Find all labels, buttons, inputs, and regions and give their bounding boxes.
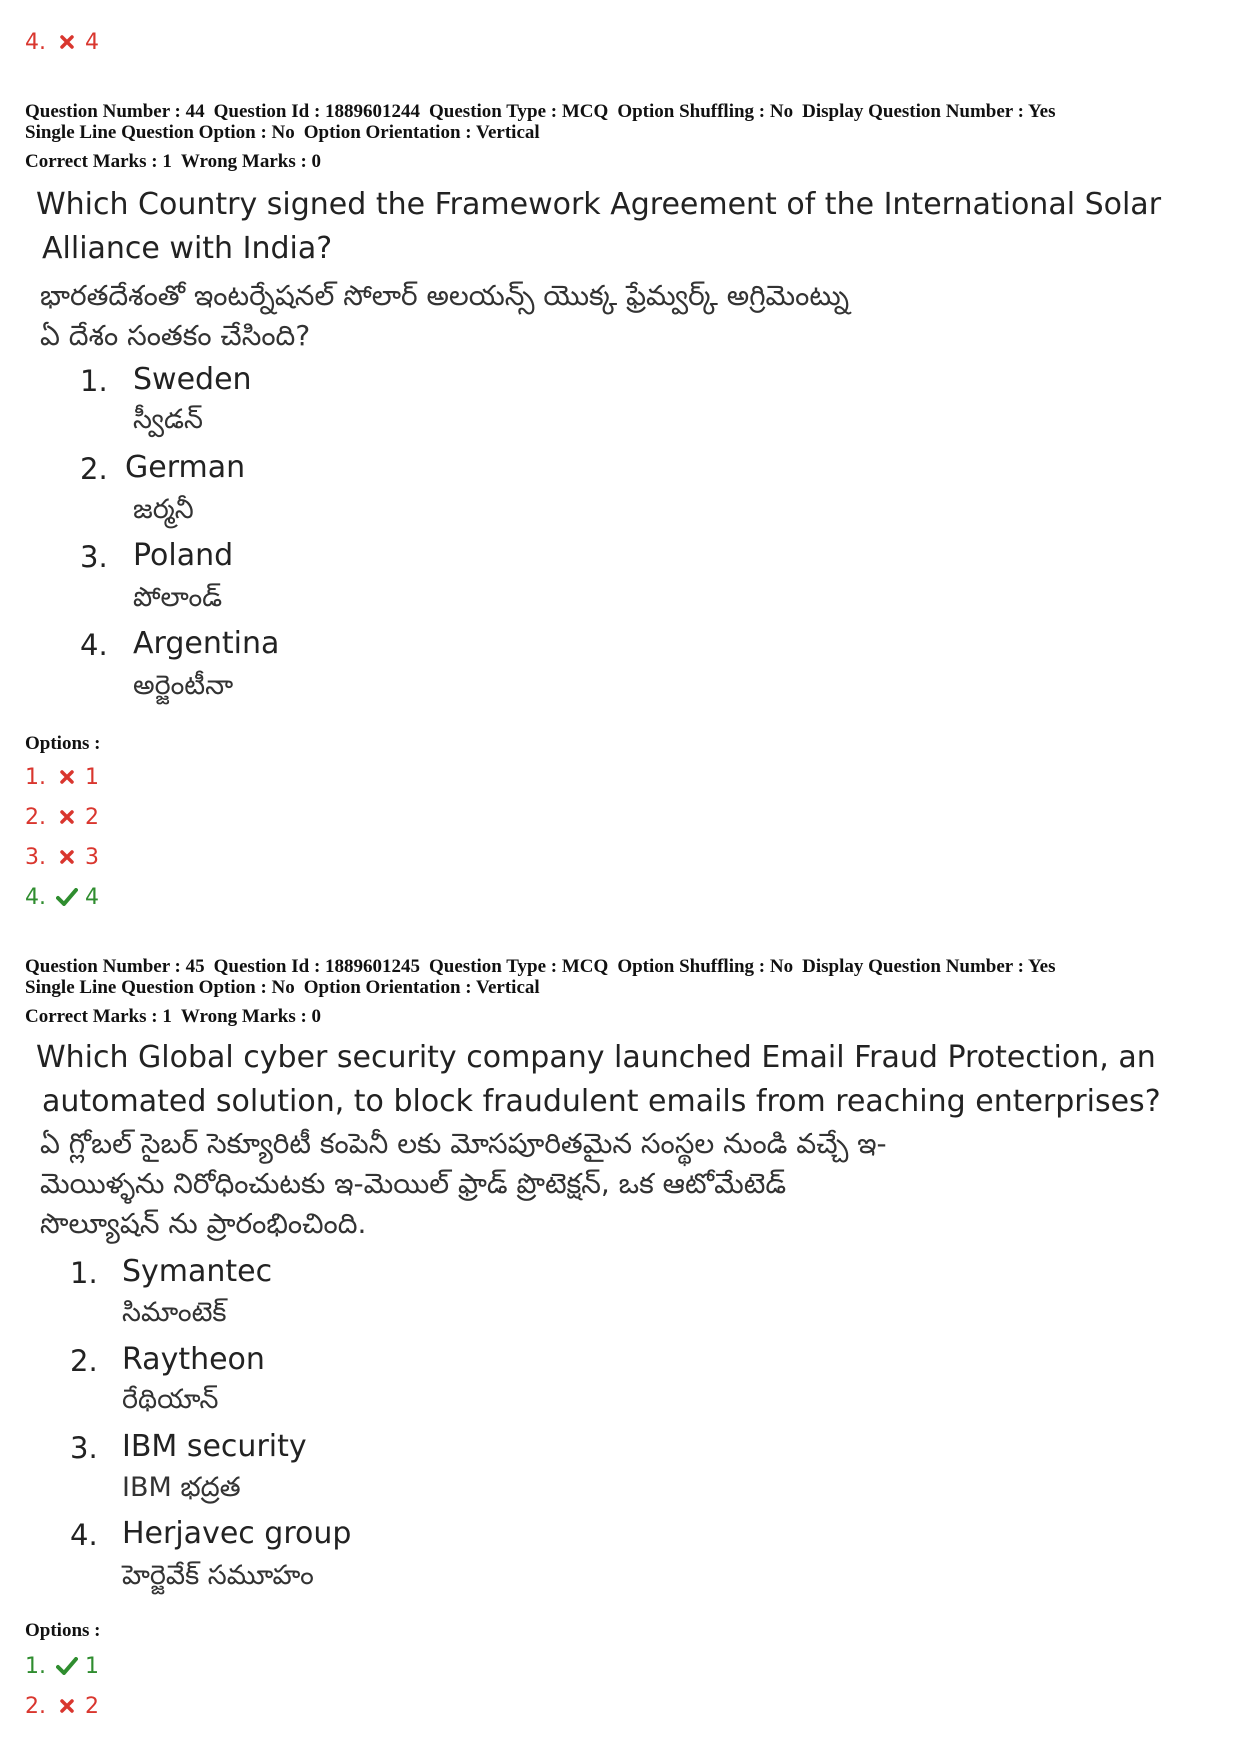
- option-text-en: Raytheon: [122, 1342, 265, 1377]
- option-text-te: IBM భద్రత: [122, 1472, 241, 1503]
- check-icon: [53, 1657, 81, 1675]
- option-number: 2.: [80, 452, 108, 486]
- cross-icon: [53, 809, 81, 825]
- option-text-te: సిమాంటెక్: [122, 1297, 227, 1328]
- answer-option: 4. 4: [25, 884, 99, 910]
- option-text-en: Herjavec group: [122, 1516, 352, 1551]
- option-text-en: Sweden: [133, 362, 252, 397]
- cross-icon: [53, 769, 81, 785]
- option-number: 3.: [80, 540, 108, 574]
- answer-option: 2. 2: [25, 804, 99, 830]
- option-number: 4.: [70, 1518, 98, 1552]
- option-number: 1.: [80, 364, 108, 398]
- answer-option: 4. 4: [25, 29, 99, 55]
- option-number: 3.: [70, 1431, 98, 1465]
- option-text-en: Poland: [133, 538, 234, 573]
- options-label: Options :: [25, 733, 101, 754]
- option-text-te: జర్మనీ: [133, 494, 194, 525]
- option-text-en: Symantec: [122, 1254, 273, 1289]
- question-marks: Correct Marks : 1 Wrong Marks : 0: [25, 151, 322, 172]
- option-number: 1.: [70, 1256, 98, 1290]
- option-text-en: German: [125, 450, 246, 485]
- question-meta-line2: Single Line Question Option : No Option Orientation : Vertical: [25, 122, 540, 143]
- question-meta-line1: Question Number : 45 Question Id : 1889601245 Question Type : MCQ Option Shuffling : No Display Question Number : Yes: [25, 956, 1056, 977]
- cross-icon: [53, 34, 81, 50]
- question-marks: Correct Marks : 1 Wrong Marks : 0: [25, 1006, 322, 1027]
- options-label: Options :: [25, 1620, 101, 1641]
- answer-option: 1. 1: [25, 1653, 99, 1679]
- question-meta-line2: Single Line Question Option : No Option Orientation : Vertical: [25, 977, 540, 998]
- cross-icon: [53, 849, 81, 865]
- option-number: 4.: [80, 628, 108, 662]
- option-text-en: IBM security: [122, 1429, 307, 1464]
- question-text-en: Which Country signed the Framework Agreement of the International Solar Alliance with India?: [36, 187, 1162, 266]
- option-text-te: హెర్జెవేక్ సమూహం: [122, 1560, 314, 1591]
- cross-icon: [53, 1698, 81, 1714]
- question-text-te: భారతదేశంతో ఇంటర్నేషనల్ సోలార్ అలయన్స్ యొక్క ఫ్రేమ్వర్క్ అగ్రిమెంట్ను ఏ దేశం సంతకం చేసింది?: [40, 279, 850, 352]
- answer-option: 3. 3: [25, 844, 99, 870]
- option-text-te: స్వీడన్: [133, 404, 203, 435]
- answer-option: 2. 2: [25, 1693, 99, 1719]
- check-icon: [53, 888, 81, 906]
- question-text-en: Which Global cyber security company launched Email Fraud Protection, an automated solution, to block fraudulent emails from reaching enterprises?: [36, 1040, 1161, 1119]
- option-number: 2.: [70, 1344, 98, 1378]
- option-text-en: Argentina: [133, 626, 280, 661]
- option-text-te: పోలాండ్: [133, 582, 223, 613]
- option-text-te: అర్జెంటీనా: [133, 670, 234, 701]
- option-text-te: రేథియాన్: [122, 1384, 219, 1415]
- answer-option: 1. 1: [25, 764, 99, 790]
- question-meta-line1: Question Number : 44 Question Id : 1889601244 Question Type : MCQ Option Shuffling : No Display Question Number : Yes: [25, 101, 1056, 122]
- question-text-te: ఏ గ్లోబల్ సైబర్ సెక్యూరిటీ కంపెనీ లకు మోసపూరితమైన సంస్థల నుండి వచ్చే ఇ- మెయిళ్ళను నిరోధించుటకు ఇ-మెయిల్ ఫ్రాడ్ ప్రొటెక్షన్, ఒక ఆటోమేటెడ్ సొల్యూషన్ ను ప్రారంభించింది.: [40, 1127, 887, 1240]
